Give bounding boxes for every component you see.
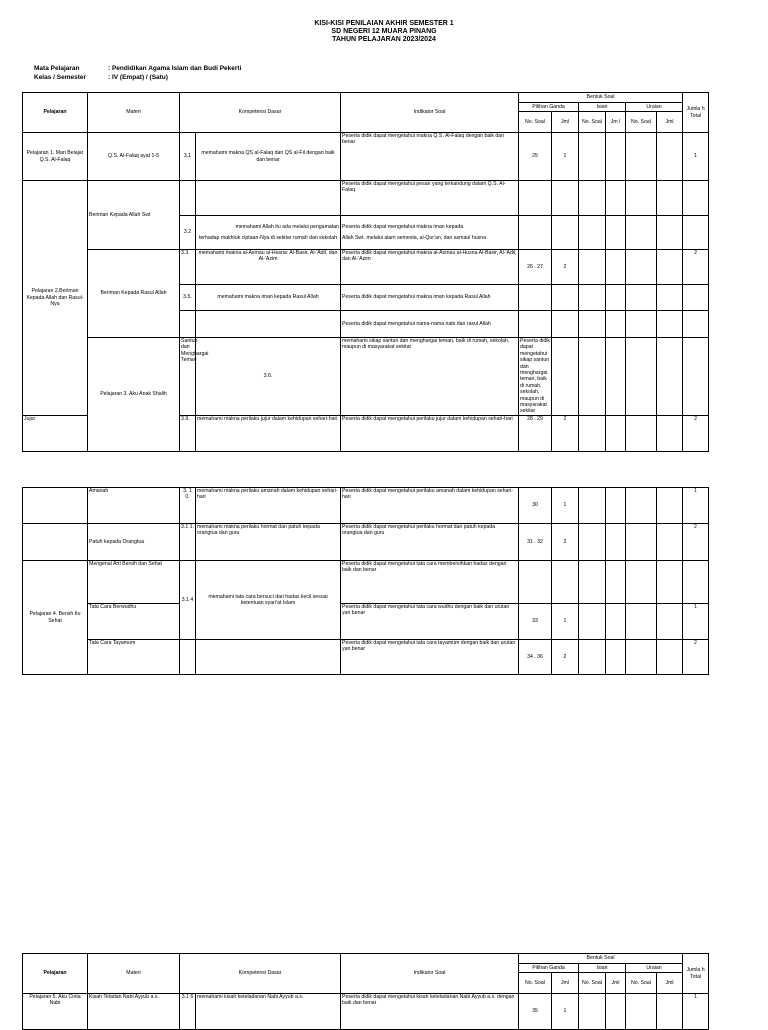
cell-kd-number: 3.1 1. [180,524,196,561]
table-row [23,524,709,561]
table-row [23,640,709,675]
cell-materi: Jujur [23,415,88,451]
cell-kd [196,216,341,250]
subject-label: Mata Pelajaran [34,65,80,72]
cell-kd-number: 3.2 [180,216,196,250]
col-jml: Jml [657,973,683,994]
col-indikator: Indikator Soal [341,954,519,994]
cell-indikator [341,216,519,250]
col-indikator: Indikator Soal [341,93,519,133]
class-label: Kelas / Semester [34,74,87,81]
cell-indikator: Peserta didik dapat mengetahui sikap santun dan menghargai teman, baik di rumah, sekolah, maupun di masyarakat sekitar [520,338,550,415]
cell-jml: 2 [552,250,579,285]
cell-total: 2 [683,640,709,675]
col-isian: Isian [579,964,626,973]
cell-kd: memahami makna perilaku amanah dalam kehidupan sehari-hari [196,488,341,524]
grid-table-1 [22,92,709,452]
cell-indikator: Peserta didik dapat mengetahui makna iman kepada Rasul Allah [341,285,519,311]
cell-no-soal: 35 [519,994,552,1030]
grid-table-3 [22,953,709,1030]
cell-no-soal: 33 [519,604,552,640]
cell-indikator: Peserta didik dapat mengetahui tata cara membersihkan hadas dengan baik dan benar [341,561,519,604]
cell-no-soal: 31 . 32 [519,524,552,561]
col-uraian: Uraian [626,964,683,973]
table-row [23,994,709,1030]
cell-total: 1 [683,133,709,181]
cell-kd: memahami makna iman kepada Rasul Allah [196,285,341,311]
cell-kd-number: 3.6. [196,338,341,416]
cell-materi: Patuh kepada Orangtua [88,524,180,561]
cell-indikator: Peserta didik dapat mengetahui perilaku amanah dalam kehidupan sehari-hari [341,488,519,524]
col-jml: Jml [606,973,626,994]
cell-kd-number: 3.9. [180,415,196,451]
cell-jml: 1 [552,604,579,640]
cell-no-soal: 26 . 27 [519,250,552,285]
document-header [0,20,768,44]
col-materi: Materi [88,93,180,133]
col-no-soal: No. Soal [519,973,552,994]
cell-jml: 2 [552,415,579,451]
col-kompetensi-dasar: Kompetensi Dasar [180,93,341,133]
grid-table-2 [22,487,709,675]
cell-indikator: Peserta didik dapat mengetahui tata cara tayamum dengan baik dan urutan yan benar [341,640,519,675]
cell-jml: 1 [552,994,579,1030]
cell-jml: 1 [552,133,579,181]
cell-pelajaran: Pelajaran 4. Bersih Itu Sehat [23,561,88,675]
cell-total: 2 [683,415,709,451]
cell-indikator: Peserta didik dapat mengetahui nama-nama nabi dan rasul Allah [341,311,519,338]
cell-kd-number: 3. 1 0. [180,488,196,524]
col-no-soal: No. Soal [626,112,657,133]
table-row [23,250,709,285]
document-meta [34,64,241,82]
cell-kd-number: 3.1 [180,133,196,181]
cell-pelajaran: Pelajaran 3. Aku Anak Shalih [88,338,180,452]
indikator-text-line: Peserta didik dapat mengetahui makna iman kepada [342,224,464,231]
cell-total: 1 [683,604,709,640]
table-row [23,604,709,640]
col-bentuk-soal: Bentuk Soal [519,954,683,964]
cell-indikator: Peserta didik dapat mengetahui makna al-Asmau al-Husna Al-Basir, Al-'Adil, dan Al-'Azim [341,250,519,285]
cell-kd-number: 3.1 4 [180,561,196,640]
col-jml: Jml [552,973,579,994]
col-jml: Jml [552,112,579,133]
cell-kd: memahami makna perilaku jujur dalam kehidupan sehari-hari [196,415,341,451]
col-pilihan-ganda: Pilihan Ganda [519,964,579,973]
school-name: SD NEGERI 12 MUARA PINANG [331,28,437,35]
col-kompetensi-dasar: Kompetensi Dasar [180,954,341,994]
cell-kd-number: 3.3. [180,250,196,285]
cell-jml: 2 [552,524,579,561]
col-jml: Jml [657,112,683,133]
col-jumlah-total: Jumla h Total [683,93,709,133]
cell-kd: memahami tata cara bersuci dari hadas kecil sesuai ketentuan syari'at Islam [196,561,341,640]
cell-materi: Santun dan Menghargai Teman [180,338,196,416]
kd-text-line: terhadap makhluk ciptaan-Nya di sekitar rumah dan sekolah [198,234,338,241]
kd-text-line: memahami Allah itu ada melalui pengamatan [235,224,339,231]
cell-no-soal: 25 [519,133,552,181]
academic-year: TAHUN PELAJARAN 2023/2024 [332,36,436,43]
table-row [23,561,709,604]
class-value: : IV (Empat) / (Satu) [108,74,168,81]
cell-kd: memahami makna perilaku hormat dan patuh kepada orangtua dan guru [196,524,341,561]
subject-value: : Pendidikan Agama Islam dan Budi Pekerti [108,65,242,72]
cell-indikator: Peserta didik dapat mengetahui makna Q.S. Al-Falaq dengan baik dan benar [341,133,519,181]
cell-materi: Mengenal Arti Bersih dan Sehat [88,561,180,604]
cell-materi: Amanah [88,488,180,524]
indikator-text-line: Allah Swt. melalui alam semesta, al-Qur'an, dan asmaul husna [342,234,487,241]
cell-jml: 2 [552,640,579,675]
cell-materi: Q.S. Al-Falaq ayat 1-5 [88,133,180,181]
col-no-soal: No. Soal [519,112,552,133]
cell-materi: Beriman Kepada Rasul Allah [88,250,180,338]
cell-kd: memahami kisah keteladanan Nabi Ayyub a.s. [196,994,341,1030]
cell-no-soal: 30 [519,488,552,524]
cell-kd-number: 3.1 6 [180,994,196,1030]
cell-materi: Tata Cara Berwudhu [88,604,180,640]
cell-indikator: Peserta didik dapat mengetahui kisah keteladanan Nabi Ayyub a.s. dengan baik dan benar [341,994,519,1030]
cell-pelajaran: Pelajaran 5. Aku Cinta Nabi [23,994,88,1030]
col-no-soal: No. Soal [579,112,606,133]
cell-total: 1 [683,488,709,524]
table-row [23,338,709,416]
document-title: KISI-KISI PENILAIAN AKHIR SEMESTER 1 [314,20,454,27]
cell-total: 2 [683,250,709,285]
cell-pelajaran: Pelajaran 2.Beriman Kepada Allah dan Rasul-Nya [23,181,88,416]
table-row [23,488,709,524]
table-row [23,181,709,216]
cell-indikator: Peserta didik dapat mengetahui perilaku jujur dalam kehidupan sehari-hari [341,415,519,451]
col-no-soal: No. Soal [626,973,657,994]
cell-kd: memahami makna al-Asmau al-Husna: Al-Basir, Al-'Adil, dan Al-'Azim [196,250,341,285]
cell-indikator: Peserta didik dapat mengetahui perilaku hormat dan patuh kepada orangtua dan guru [341,524,519,561]
cell-indikator: Peserta didik dapat mengetahui pesan yang terkandung dalam Q.S. Al-Falaq [341,181,519,216]
col-jumlah-total: Jumla h Total [683,954,709,994]
col-jml: Jm l [606,112,626,133]
col-materi: Materi [88,954,180,994]
cell-kd-number: 3.5. [180,285,196,311]
col-no-soal: No. Soal [579,973,606,994]
col-isian: Isian [579,103,626,112]
cell-kd: memahami sikap santun dan menghargai teman, baik di rumah, sekolah, maupun di masyarakat sekitar [341,338,519,416]
cell-no-soal: 34 . 36 [519,640,552,675]
cell-materi: Tata Cara Tayamum [88,640,180,675]
cell-no-soal: 28 . 29 [519,415,552,451]
cell-total: 1 [683,994,709,1030]
cell-kd: memahami makna QS al-Falaq dan QS al-Fil dengan baik dan benar [196,133,341,181]
cell-jml: 1 [552,488,579,524]
col-uraian: Uraian [626,103,683,112]
cell-indikator: Peserta didik dapat mengetahui tata cara wudhu dengan baik dan urutan yan benar [341,604,519,640]
cell-pelajaran: Pelajaran 1. Mari Belajar Q.S. Al-Falaq [23,133,88,181]
col-bentuk-soal: Bentuk Soal [519,93,683,103]
cell-materi: Beriman Kepada Allah Swt [88,181,180,250]
table-row [23,133,709,181]
col-pelajaran: Pelajaran [23,954,88,994]
col-pilihan-ganda: Pilihan Ganda [519,103,579,112]
col-pelajaran: Pelajaran [23,93,88,133]
cell-materi: Kisah Teladan Nabi Ayyub a.s. [88,994,180,1030]
cell-total: 2 [683,524,709,561]
